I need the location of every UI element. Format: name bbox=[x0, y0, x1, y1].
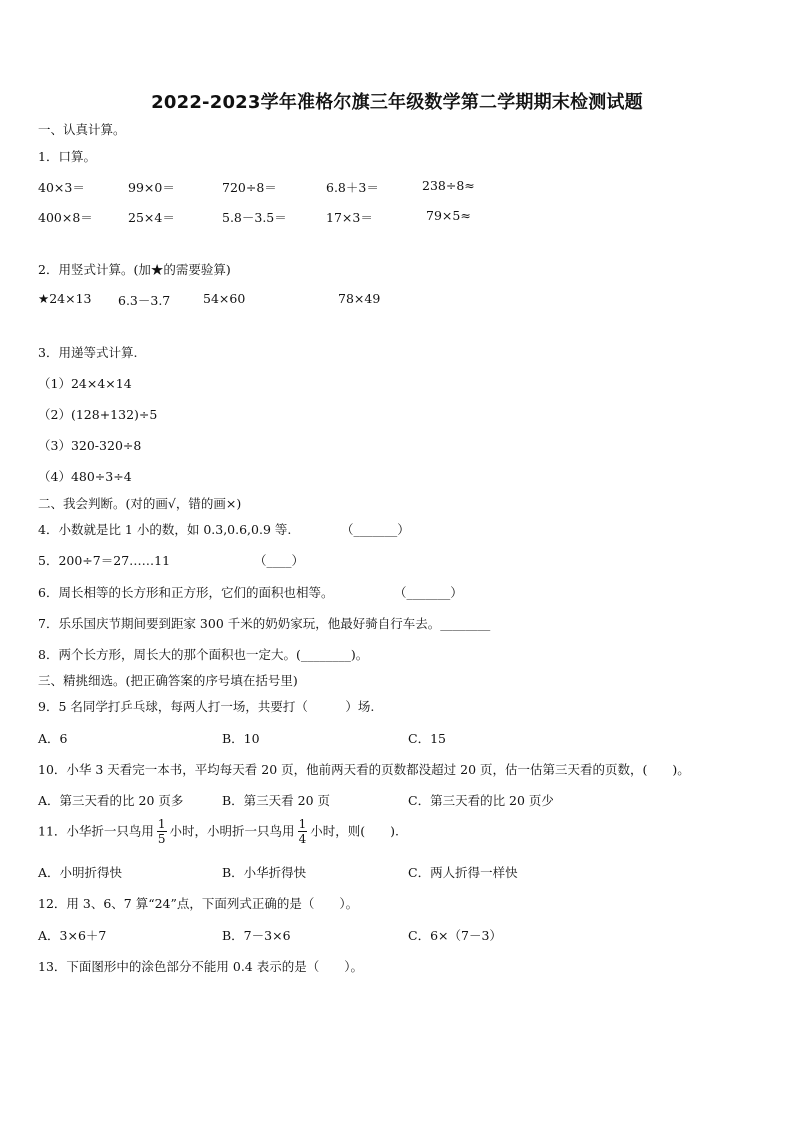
q5-answer-blank[interactable]: （____） bbox=[254, 553, 305, 568]
q1-r1-item: 720÷8＝ bbox=[222, 180, 277, 195]
q1-r1-item: 99×0＝ bbox=[128, 180, 175, 195]
q3-item: （4）480÷3÷4 bbox=[38, 469, 132, 484]
q10-option-a[interactable]: A．第三天看的比 20 页多 bbox=[38, 793, 184, 808]
page-title: 2022-2023学年准格尔旗三年级数学第二学期期末检测试题 bbox=[151, 92, 643, 113]
q10-option-b[interactable]: B．第三天看 20 页 bbox=[222, 793, 331, 808]
q11-stem bbox=[38, 817, 399, 846]
q9-stem: 9．5 名同学打乒乓球，每两人打一场，共要打（ ）场. bbox=[38, 699, 375, 714]
q11-part2: 小时，小明折一只鸟用 bbox=[169, 823, 295, 839]
q2-item: 6.3－3.7 bbox=[118, 293, 171, 308]
q2-label: 2．用竖式计算。(加★的需要验算) bbox=[38, 262, 231, 277]
q11-part3: 小时，则( ). bbox=[310, 823, 399, 839]
fraction-denominator: 5 bbox=[157, 832, 166, 846]
q8-text: 8．两个长方形，周长大的那个面积也一定大。(________)。 bbox=[38, 647, 369, 662]
q1-label: 1．口算。 bbox=[38, 149, 96, 164]
section2-heading: 二、我会判断。(对的画√，错的画×) bbox=[38, 496, 242, 511]
q13-stem: 13．下面图形中的涂色部分不能用 0.4 表示的是（ ）。 bbox=[38, 959, 363, 974]
q6-answer-blank[interactable]: （_______） bbox=[394, 585, 463, 600]
q10-option-c[interactable]: C．第三天看的比 20 页少 bbox=[408, 793, 554, 808]
q4-text: 4．小数就是比 1 小的数，如 0.3,0.6,0.9 等. bbox=[38, 522, 292, 537]
q3-item: （1）24×4×14 bbox=[38, 376, 132, 391]
q4-answer-blank[interactable]: （_______） bbox=[341, 522, 410, 537]
q9-option-b[interactable]: B．10 bbox=[222, 731, 260, 746]
q12-option-a[interactable]: A．3×6＋7 bbox=[38, 928, 107, 943]
q11-fraction-2 bbox=[298, 817, 308, 846]
q12-option-c[interactable]: C．6×（7－3） bbox=[408, 928, 502, 943]
section1-heading: 一、认真计算。 bbox=[38, 122, 126, 137]
q5-text: 5．200÷7＝27……11 bbox=[38, 553, 171, 568]
q9-option-c[interactable]: C．15 bbox=[408, 731, 446, 746]
q12-option-b[interactable]: B．7－3×6 bbox=[222, 928, 291, 943]
q1-r2-item: 400×8＝ bbox=[38, 210, 93, 225]
fraction-numerator: 1 bbox=[298, 817, 307, 831]
q7-text: 7．乐乐国庆节期间要到距家 300 千米的奶奶家玩，他最好骑自行车去。________ bbox=[38, 616, 491, 631]
q1-r1-item: 238÷8≈ bbox=[422, 178, 475, 193]
q1-r1-item: 40×3＝ bbox=[38, 180, 85, 195]
q11-option-c[interactable]: C．两人折得一样快 bbox=[408, 865, 518, 880]
fraction-numerator: 1 bbox=[157, 817, 166, 831]
q1-r2-item: 25×4＝ bbox=[128, 210, 175, 225]
q6-text: 6．周长相等的长方形和正方形，它们的面积也相等。 bbox=[38, 585, 334, 600]
q1-r1-item: 6.8＋3＝ bbox=[326, 180, 379, 195]
q11-part1: 11．小华折一只鸟用 bbox=[38, 823, 154, 839]
q3-item: （2）(128+132)÷5 bbox=[38, 407, 158, 422]
q10-stem: 10．小华 3 天看完一本书，平均每天看 20 页，他前两天看的页数都没超过 20 页，估一估第三天看的页数，( )。 bbox=[38, 762, 690, 777]
q2-item: 54×60 bbox=[203, 291, 246, 306]
fraction-denominator: 4 bbox=[298, 832, 307, 846]
q11-fraction-1 bbox=[157, 817, 167, 846]
q1-r2-item: 79×5≈ bbox=[426, 208, 471, 223]
q12-stem: 12．用 3、6、7 算“24”点，下面列式正确的是（ ）。 bbox=[38, 896, 359, 911]
q11-option-a[interactable]: A．小明折得快 bbox=[38, 865, 123, 880]
q11-option-b[interactable]: B．小华折得快 bbox=[222, 865, 307, 880]
q1-r2-item: 5.8－3.5＝ bbox=[222, 210, 287, 225]
q9-option-a[interactable]: A．6 bbox=[38, 731, 68, 746]
q2-item: ★24×13 bbox=[38, 291, 92, 306]
section3-heading: 三、精挑细选。(把正确答案的序号填在括号里) bbox=[38, 673, 298, 688]
q3-label: 3．用递等式计算. bbox=[38, 345, 138, 360]
q2-item: 78×49 bbox=[338, 291, 381, 306]
q1-r2-item: 17×3＝ bbox=[326, 210, 373, 225]
q3-item: （3）320-320÷8 bbox=[38, 438, 142, 453]
